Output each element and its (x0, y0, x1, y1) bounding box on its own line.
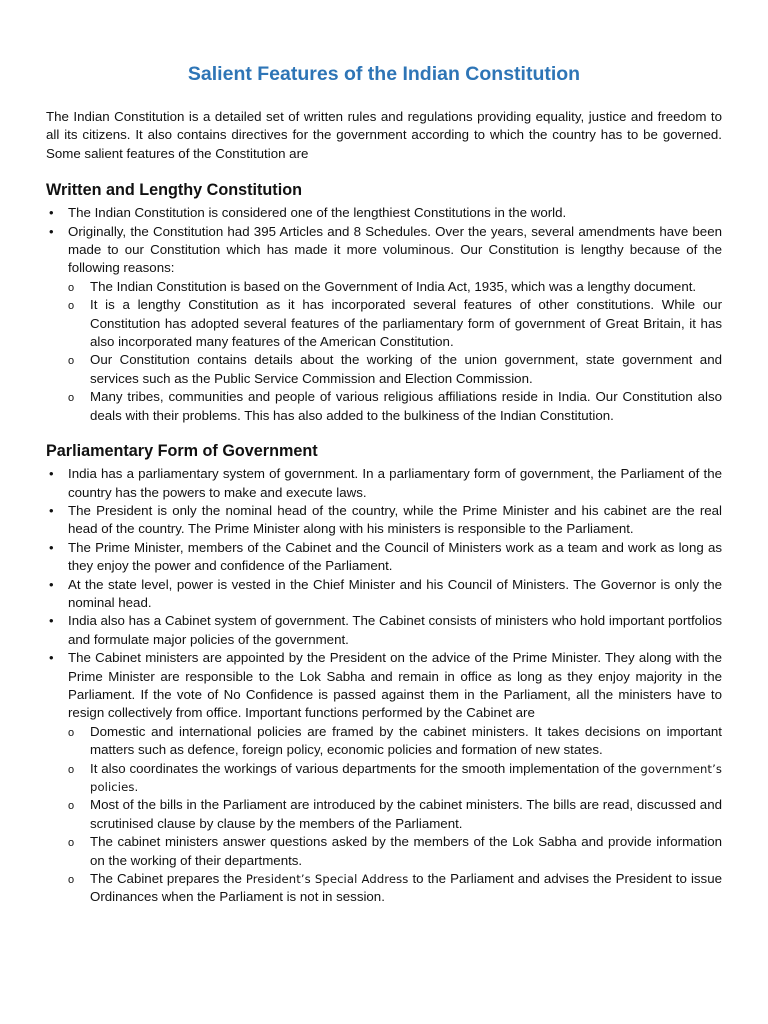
sub-bullet-icon: o (68, 726, 75, 739)
list-item (46, 649, 722, 907)
section-heading-parliamentary: Parliamentary Form of Government (46, 442, 318, 461)
list-item-text: At the state level, power is vested in the Chief Minister and his Council of Ministers. The Governor is only the nominal head. (68, 576, 722, 610)
section1-sub-list (68, 278, 722, 425)
sub-list-item (68, 388, 722, 425)
list-item-text: The Prime Minister, members of the Cabinet and the Council of Ministers work as a team and work as long as they enjoy the power and confidence of the Parliament. (68, 539, 722, 574)
section2-bullet-list (46, 465, 722, 907)
sub-list-item-text: The Cabinet prepares the (90, 871, 242, 887)
section2-sub-list (68, 723, 722, 907)
sub-list-item-text: It also coordinates the workings of various departments for the smooth implementation of the (90, 760, 637, 776)
sub-bullet-icon: o (68, 800, 75, 813)
sub-bullet-icon: o (68, 837, 75, 850)
bullet-icon: • (49, 576, 54, 592)
bullet-icon: • (49, 539, 54, 555)
list-item (46, 204, 722, 222)
list-item (46, 223, 722, 425)
sub-bullet-icon: o (68, 300, 75, 313)
sub-list-item (68, 296, 722, 351)
list-item (46, 612, 722, 649)
list-item-text: The Cabinet ministers are appointed by the President on the advice of the Prime Minister. They along with the Prime Minister are responsible to the Lok Sabha and remain in office as long as they enjoy majority in the Parliament. If the vote of No Confidence is passed against them in the Parliament, all the ministers have to resign collectively from office. Important functions performed by the Cabinet are (68, 650, 722, 721)
sub-bullet-icon: o (68, 281, 75, 294)
bullet-icon: • (49, 466, 54, 482)
list-item-text: The Indian Constitution is considered one of the lengthiest Constitutions in the world. (68, 205, 567, 221)
list-item-text: India also has a Cabinet system of government. The Cabinet consists of ministers who hold important portfolios and formulate major policies of the government. (68, 613, 722, 647)
bullet-icon: • (49, 205, 54, 221)
sub-list-item-text: Many tribes, communities and people of various religious affiliations reside in India. Our Constitution also deals with their problems. This has also added to the bulkiness of the Indian Constitution. (90, 389, 722, 423)
sub-list-item-text: to the Parliament and advises the President to issue Ordinances when the Parliament is not in session. (90, 871, 722, 905)
sub-list-item-text: Domestic and international policies are framed by the cabinet ministers. It takes decisions on important matters such as defence, foreign policy, economic policies and formation of new states. (90, 723, 722, 758)
list-item (46, 539, 722, 576)
section-heading-written-lengthy: Written and Lengthy Constitution (46, 181, 302, 200)
page-title: Salient Features of the Indian Constitution (187, 63, 581, 85)
sub-list-item (68, 351, 722, 388)
sub-list-item-text: The Indian Constitution is based on the Government of India Act, 1935, which was a lengthy document. (90, 278, 697, 294)
sub-list-item-text: The cabinet ministers answer questions asked by the members of the Lok Sabha and provide information on the working of their departments. (90, 834, 722, 868)
sub-bullet-icon: o (68, 355, 75, 368)
intro-paragraph: The Indian Constitution is a detailed set of written rules and regulations providing equality, justice and freedom to all its citizens. It also contains directives for the government according to which the country has to be governed. Some salient features of the Constitution are (46, 109, 722, 161)
sub-list-item-text: Most of the bills in the Parliament are introduced by the cabinet ministers. The bills are read, discussed and scrutinised clause by clause by the members of the Parliament. (90, 797, 722, 831)
sub-bullet-icon: o (68, 763, 75, 776)
sub-list-item-text: Our Constitution contains details about the working of the union government, state government and services such as the Public Service Commission and Election Commission. (90, 352, 722, 386)
sub-list-item (68, 833, 722, 870)
list-item (46, 502, 722, 539)
list-item (46, 465, 722, 502)
sub-list-item (68, 760, 722, 797)
sub-bullet-icon: o (68, 874, 75, 887)
list-item-text: The President is only the nominal head of the country, while the Prime Minister and his cabinet are the real head of the country. The Prime Minister along with his ministers is responsible to the Parliament. (68, 502, 722, 537)
list-item-text: India has a parliamentary system of government. In a parliamentary form of government, the Parliament of the country has the powers to make and execute laws. (68, 466, 722, 500)
sub-list-item (68, 796, 722, 833)
sub-list-item-text: It is a lengthy Constitution as it has incorporated several features of other constitutions. While our Constitution has adopted several features of the parliamentary form of government of Great Britain, it has also incorporated many features of the American Constitution. (90, 297, 722, 350)
sub-bullet-icon: o (68, 392, 75, 405)
sub-list-item-text-alt-font: President’s Special Address (245, 872, 409, 887)
sub-list-item (68, 723, 722, 760)
bullet-icon: • (49, 613, 54, 629)
list-item-text: Originally, the Constitution had 395 Articles and 8 Schedules. Over the years, several amendments have been made to our Constitution which has made it more voluminous. Our Constitution is lengthy because of the following reasons: (68, 223, 722, 276)
list-item (46, 576, 722, 613)
bullet-icon: • (49, 502, 54, 518)
bullet-icon: • (49, 223, 54, 239)
section1-bullet-list (46, 204, 722, 425)
bullet-icon: • (49, 650, 54, 666)
sub-list-item-text-alt-font: government’s policies. (90, 761, 722, 794)
sub-list-item (68, 870, 722, 907)
sub-list-item (68, 278, 722, 296)
